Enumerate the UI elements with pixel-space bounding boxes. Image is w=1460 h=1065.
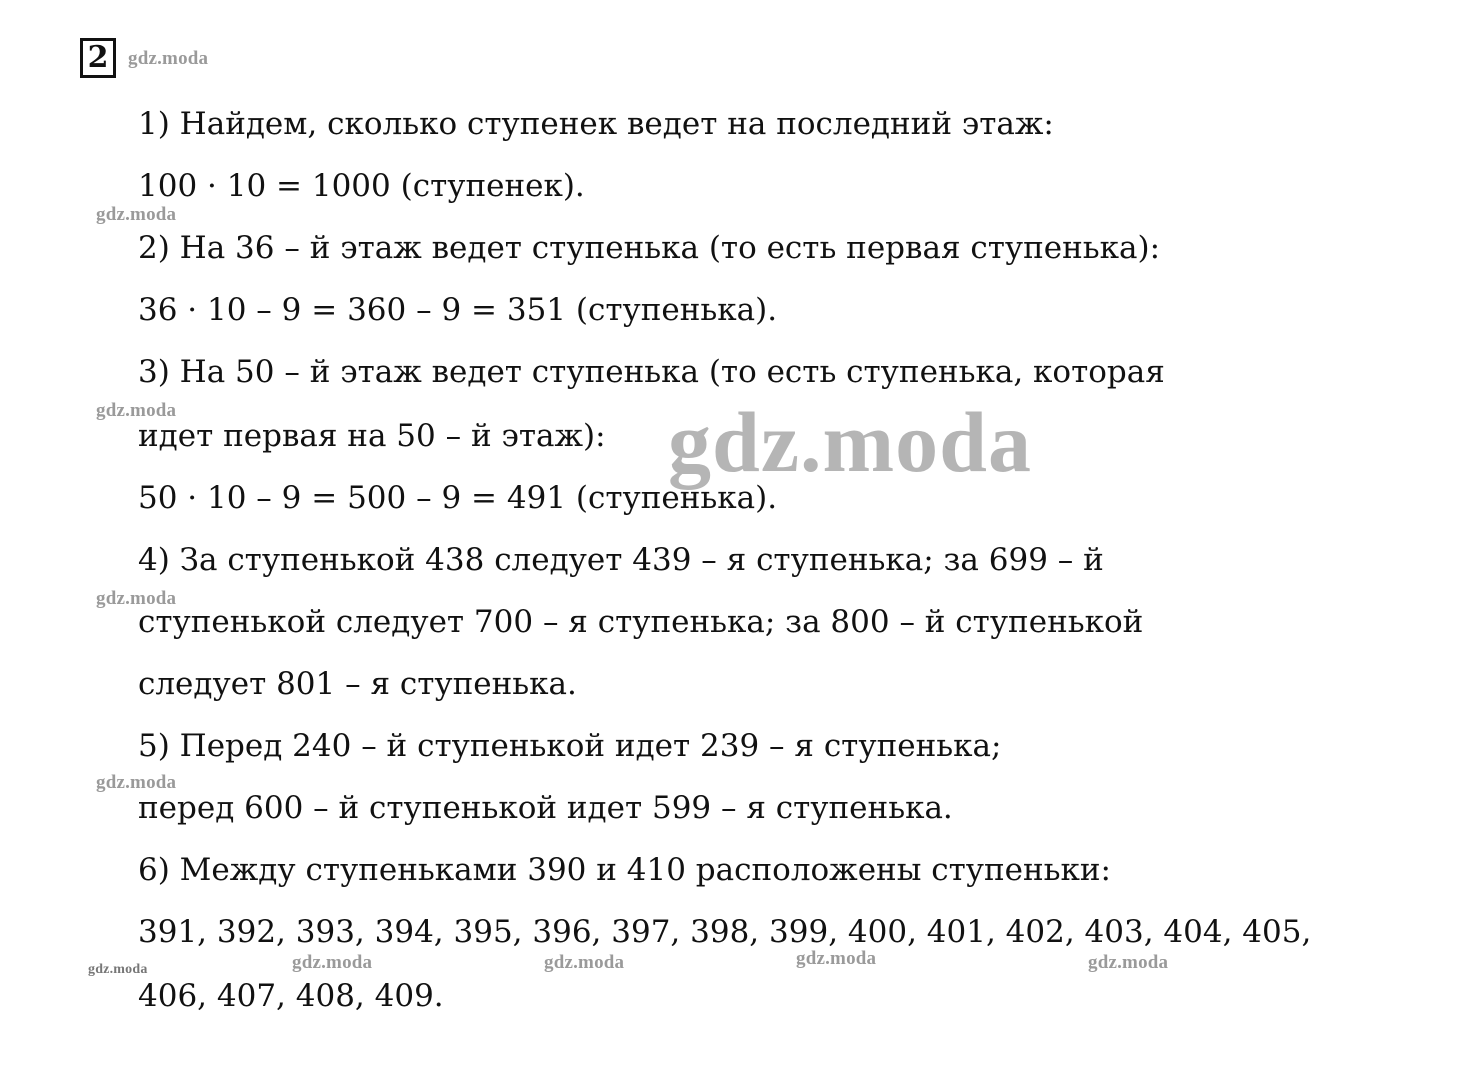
watermark-logo: gdz.moda — [796, 948, 877, 969]
solution-line: 50 · 10 – 9 = 500 – 9 = 491 (ступенька). — [138, 480, 778, 516]
watermark-logo: gdz.moda — [88, 962, 148, 977]
solution-line: следует 801 – я ступенька. — [138, 666, 577, 702]
solution-line: 4) За ступенькой 438 следует 439 – я ступенька; за 699 – й — [138, 542, 1104, 578]
watermark-logo: gdz.moda — [96, 588, 177, 609]
watermark-logo: gdz.moda — [1088, 952, 1169, 973]
watermark-logo: gdz.moda — [128, 48, 209, 69]
watermark-logo: gdz.moda — [96, 204, 177, 225]
watermark-logo: gdz.moda — [96, 400, 177, 421]
solution-line: 3) На 50 – й этаж ведет ступенька (то есть ступенька, которая — [138, 354, 1165, 390]
watermark-logo: gdz.moda — [544, 952, 625, 973]
solution-line: 2) На 36 – й этаж ведет ступенька (то есть первая ступенька): — [138, 230, 1161, 266]
solution-line: 36 · 10 – 9 = 360 – 9 = 351 (ступенька). — [138, 292, 778, 328]
watermark-logo: gdz.moda — [292, 952, 373, 973]
solution-line: идет первая на 50 – й этаж): — [138, 418, 606, 454]
solution-line: 100 · 10 = 1000 (ступенек). — [138, 168, 585, 204]
solution-line: перед 600 – й ступенькой идет 599 – я ступенька. — [138, 790, 953, 826]
solution-line: 1) Найдем, сколько ступенек ведет на последний этаж: — [138, 106, 1054, 142]
solution-line: 391, 392, 393, 394, 395, 396, 397, 398, 399, 400, 401, 402, 403, 404, 405, — [138, 914, 1312, 950]
solution-line: 6) Между ступеньками 390 и 410 расположены ступеньки: — [138, 852, 1112, 888]
solution-line: 5) Перед 240 – й ступенькой идет 239 – я ступенька; — [138, 728, 1002, 764]
watermark-logo-large: gdz.moda — [668, 394, 1032, 490]
solution-line: ступенькой следует 700 – я ступенька; за 800 – й ступенькой — [138, 604, 1144, 640]
watermark-logo: gdz.moda — [96, 772, 177, 793]
task-number-badge: 2 — [80, 38, 116, 78]
solution-line: 406, 407, 408, 409. — [138, 978, 444, 1014]
